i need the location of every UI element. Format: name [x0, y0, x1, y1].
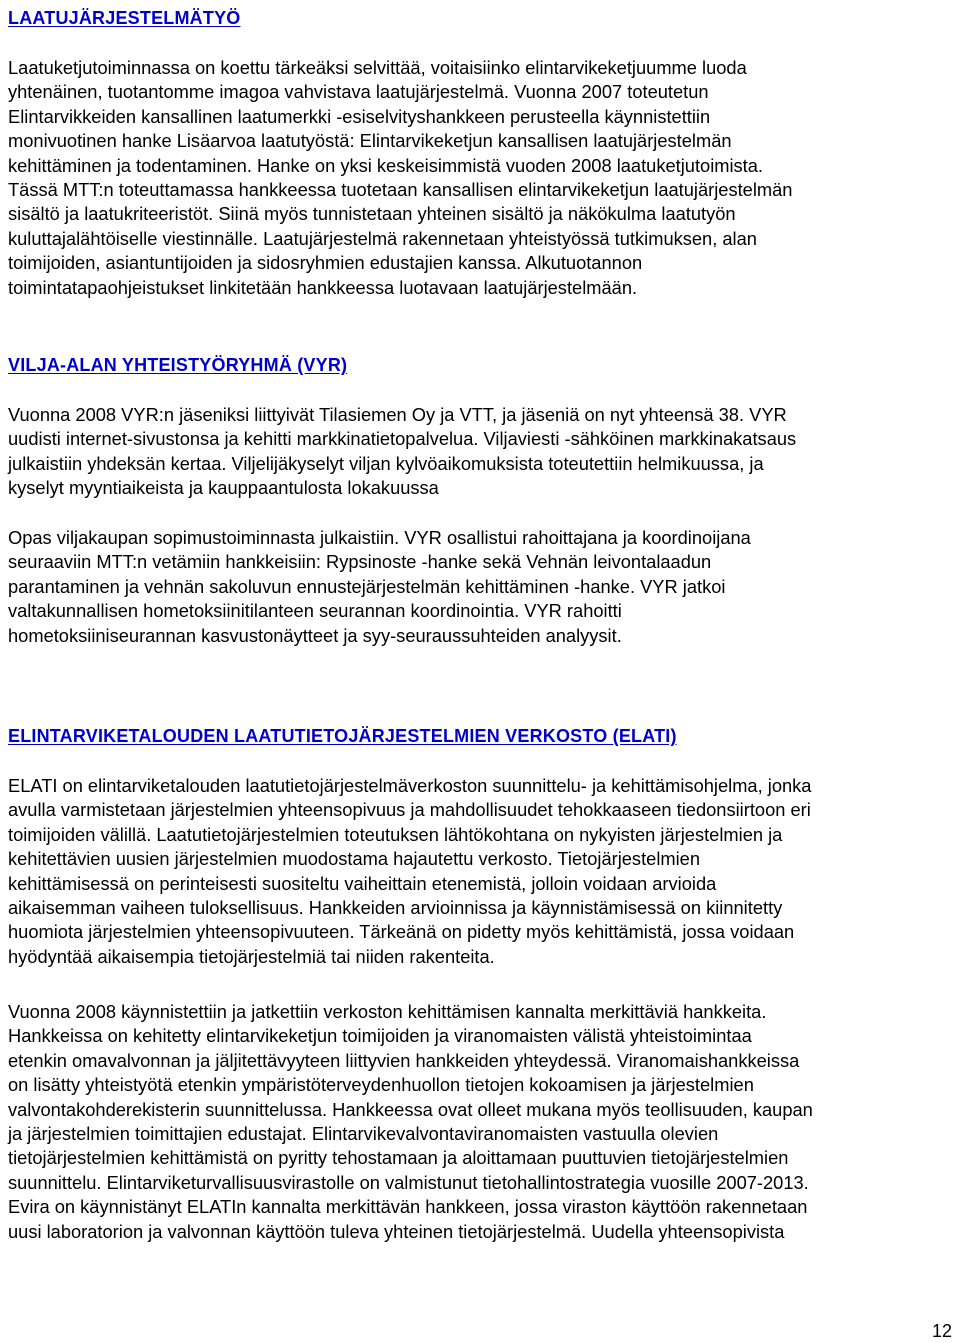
section-heading-elati: ELINTARVIKETALOUDEN LAATUTIETOJÄRJESTELMIEN VERKOSTO (ELATI): [8, 726, 677, 746]
text-line: huomiota järjestelmien yhteensopivuuteen. Tärkeänä on pidetty myös kehittämistä, jossa voidaan: [8, 921, 795, 943]
text-line: parantaminen ja vehnän sakoluvun ennustejärjestelmän kehittäminen -hanke. VYR jatkoi: [8, 575, 726, 597]
text-line: hometoksiiniseurannan kasvustonäytteet ja syy-seuraussuhteiden analyysit.: [8, 624, 622, 646]
text-line: Vuonna 2008 käynnistettiin ja jatkettiin verkoston kehittämisen kannalta merkittäviä hankkeita.: [8, 1001, 767, 1022]
text-line: sisältö ja laatukriteeristöt. Siinä myös tunnistetaan yhteinen sisältö ja näkökulma laatutyön: [8, 203, 736, 225]
text-line: kehitettävien uusien järjestelmien muodostama hajautettu verkosto. Tietojärjestelmien: [8, 848, 701, 870]
text-line: Hankkeissa on kehitetty elintarvikeketjun toimijoiden ja viranomaisten välistä yhteistoimintaa: [8, 1025, 752, 1047]
text-line: valtakunnallisen hometoksiinitilanteen seurannan koordinointia. VYR rahoitti: [8, 600, 622, 622]
paragraph: [8, 403, 796, 501]
text-line: monivuotinen hanke Lisäarvoa laatutyöstä: Elintarvikeketjun kansallisen laatujärjestelmän: [8, 130, 732, 152]
text-line: kuluttajalähtöiselle viestinnälle. Laatujärjestelmä rakennetaan yhteistyössä tutkimuksen, alan: [8, 227, 757, 249]
text-line: toimijoiden välillä. Laatutietojärjestelmien toteutuksen lähtökohtana on nykyisten järjestelmien ja: [8, 823, 783, 845]
text-line: on lisätty yhteistyötä etenkin ympäristöterveydenhuollon tietojen kokoamisen ja järjestelmien: [8, 1074, 754, 1096]
text-line: kehittämisessä on perinteisesti suositeltu vaiheittain etenemistä, jolloin voidaan arvioida: [8, 872, 717, 894]
text-line: valvontakohderekisterin suunnittelussa. Hankkeessa ovat olleet mukana myös teollisuuden, kaupan: [8, 1098, 813, 1120]
text-line: aikaisemman vaiheen tuloksellisuus. Hankkeiden arvioinnissa ja käynnistämisessä on kiinnitetty: [8, 897, 783, 919]
paragraph: [8, 774, 811, 969]
text-line: Opas viljakaupan sopimustoiminnasta julkaistiin. VYR osallistui rahoittajana ja koordinoijana: [8, 527, 751, 548]
text-line: avulla varmistetaan järjestelmien yhteensopivuus ja mahdollisuudet tehokkaaseen tiedonsiirtoon eri: [8, 799, 811, 821]
section-heading-laatujarjestelmatyo: LAATUJÄRJESTELMÄTYÖ: [8, 8, 241, 28]
text-line: toimijoiden, asiantuntijoiden ja sidosryhmien edustajien kanssa. Alkutuotannon: [8, 252, 643, 274]
text-line: hyödyntää aikaisempia tietojärjestelmiä tai niiden rakenteita.: [8, 945, 495, 967]
page-number: 12: [931, 1321, 952, 1341]
text-line: uudisti internet-sivustonsa ja kehitti markkinatietopalvelua. Viljaviesti -sähköinen markkinakatsaus: [8, 428, 797, 450]
paragraph: [8, 526, 751, 648]
text-line: Laatuketjutoiminnassa on koettu tärkeäksi selvittää, voitaisiinko elintarvikeketjuumme luoda: [8, 57, 747, 78]
text-line: toimintatapaohjeistukset linkitetään hankkeessa luotavaan laatujärjestelmään.: [8, 276, 638, 298]
paragraph: [8, 1000, 813, 1244]
text-line: etenkin omavalvonnan ja jäljitettävyyteen liittyvien hankkeiden yhteydessä. Viranomaishankkeissa: [8, 1049, 800, 1071]
text-line: Tässä MTT:n toteuttamassa hankkeessa tuotetaan kansallisen elintarvikeketjun laatujärjestelmän: [8, 179, 793, 201]
text-line: seuraaviin MTT:n vetämiin hankkeisiin: Rypsinoste -hanke sekä Vehnän leivontalaadun: [8, 551, 712, 573]
text-line: Evira on käynnistänyt ELATIn kannalta merkittävän hankkeen, jossa viraston käyttöön rakennetaan: [8, 1196, 808, 1218]
text-line: yhtenäinen, tuotantomme imagoa vahvistava laatujärjestelmä. Vuonna 2007 toteutetun: [8, 81, 709, 103]
paragraph: [8, 56, 792, 300]
text-line: uusi laboratorion ja valvonnan käyttöön tuleva yhteinen tietojärjestelmä. Uudella yhteensopivista: [8, 1220, 785, 1242]
text-line: kyselyt myyntiaikeista ja kauppaantulosta lokakuussa: [8, 477, 439, 499]
text-line: kehittäminen ja todentaminen. Hanke on yksi keskeisimmistä vuoden 2008 laatuketjutoimista.: [8, 154, 764, 176]
text-line: Vuonna 2008 VYR:n jäseniksi liittyivät Tilasiemen Oy ja VTT, ja jäseniä on nyt yhteensä 38. VYR: [8, 404, 787, 425]
text-line: julkaistiin yhdeksän kertaa. Viljelijäkyselyt viljan kylvöaikomuksista toteutettiin helmikuussa, ja: [8, 452, 764, 474]
text-line: tietojärjestelmien kehittämistä on pyritty tehostamaan ja aloittamaan puuttuvien tietojärjestelmien: [8, 1147, 789, 1169]
text-line: suunnittelu. Elintarviketurvallisuusvirastolle on valmistunut tietohallintostrategia vuosille 2007-2013.: [8, 1171, 809, 1193]
text-line: Elintarvikkeiden kansallinen laatumerkki -esiselvityshankkeen perusteella käynnistettiin: [8, 105, 711, 127]
section-heading-vyr: VILJA-ALAN YHTEISTYÖRYHMÄ (VYR): [8, 355, 348, 375]
text-line: ja järjestelmien toimittajien edustajat. Elintarvikevalvontaviranomaisten vastuulla olevien: [8, 1123, 719, 1145]
text-line: ELATI on elintarviketalouden laatutietojärjestelmäverkoston suunnittelu- ja kehittämisohjelma, jonka: [8, 775, 812, 796]
